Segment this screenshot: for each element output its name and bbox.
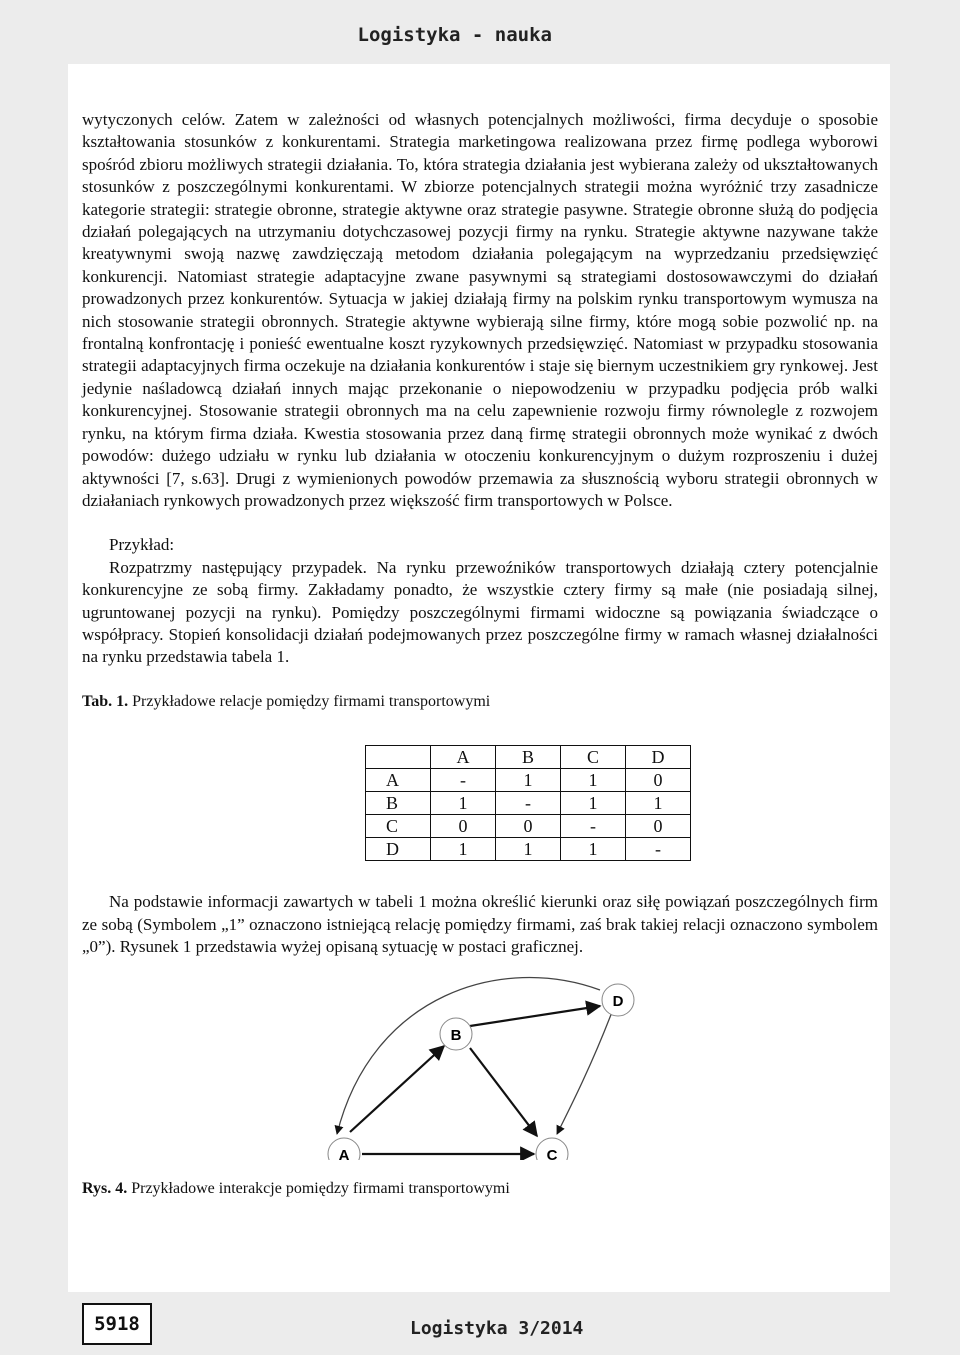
table-cell: 0 (626, 769, 691, 792)
edge-b-d (470, 1006, 600, 1026)
table-col-header: A (431, 746, 496, 769)
table-col-header: B (496, 746, 561, 769)
node-c (536, 1138, 568, 1160)
table-caption (82, 691, 878, 713)
interaction-diagram-svg (82, 964, 878, 1160)
figure-caption-text: Przykładowe interakcje pomiędzy firmami transportowymi (127, 1180, 510, 1198)
table-corner-cell (366, 746, 431, 769)
journal-title: Logistyka - nauka (357, 24, 552, 46)
table-row-header: C (366, 815, 431, 838)
node-d-label: D (612, 993, 624, 1011)
table-cell: 1 (561, 769, 626, 792)
example-label: Przykład: (109, 535, 175, 555)
table-cell: 1 (496, 838, 561, 861)
node-b-label: B (450, 1027, 462, 1045)
page-number: 5918 (82, 1303, 152, 1345)
node-d (602, 984, 634, 1016)
table-caption-label: Tab. 1. (82, 692, 129, 710)
table-row-header: B (366, 792, 431, 815)
edge-a-b (350, 1046, 444, 1132)
table-cell: - (561, 815, 626, 838)
table-cell: 0 (431, 815, 496, 838)
article-body (82, 109, 878, 1201)
table-row-header: D (366, 838, 431, 861)
edge-d-c (557, 1012, 612, 1134)
table-cell: 0 (626, 815, 691, 838)
table-col-header: C (561, 746, 626, 769)
node-c-label: C (546, 1147, 558, 1161)
relations-table (365, 745, 691, 861)
node-a (328, 1138, 360, 1160)
table-row (366, 792, 691, 815)
table-row (366, 815, 691, 838)
edge-d-a (337, 978, 600, 1134)
table-cell: 1 (431, 838, 496, 861)
table-cell: 1 (496, 769, 561, 792)
page-header (0, 0, 960, 64)
figure-caption-label: Rys. 4. (82, 1180, 128, 1198)
table-cell: 1 (431, 792, 496, 815)
table-cell: 1 (561, 792, 626, 815)
paragraph-example: Rozpatrzmy następujący przypadek. Na rynku przewoźników transportowych działają cztery potencjalnie konkurencyjne ze sobą firmy. Zakładamy ponadto, że wszystkie cztery firmy są małe (nie posiadają silnej, ugruntowanej pozycji na rynku). Pomiędzy poszczególnymi firmami widoczne są powiązania świadczące o współpracy. Stopień konsolidacji działań podejmowanych przez poszczególne firmy w ramach własnej działalności na rynku przedstawia tabela 1. (82, 557, 878, 667)
table-row-header: A (366, 769, 431, 792)
table-cell: - (626, 838, 691, 861)
node-b (440, 1018, 472, 1050)
edge-b-c (470, 1048, 537, 1136)
table-cell: 1 (561, 838, 626, 861)
node-a-label: A (338, 1147, 350, 1161)
table-row (366, 769, 691, 792)
paragraph-analysis: Na podstawie informacji zawartych w tabeli 1 można określić kierunki oraz siłę powiązań poszczególnych firm ze sobą (Symbolem „1” oznaczono istniejącą relację pomiędzy firmami, zaś brak takiej relacji oznaczono symbolem „0”). Rysunek 1 przedstawia wyżej opisaną sytuację w postaci graficznej. (82, 892, 878, 956)
figure-caption (82, 1178, 878, 1200)
table-cell: 0 (496, 815, 561, 838)
table-cell: 1 (626, 792, 691, 815)
table-caption-text: Przykładowe relacje pomiędzy firmami transportowymi (128, 692, 491, 710)
interaction-diagram (82, 964, 878, 1160)
paragraph-strategies: wytyczonych celów. Zatem w zależności od własnych potencjalnych możliwości, firma decyduje o sposobie kształtowania stosunków z konkurentami. Strategia marketingowa realizowana przez firmę podlega wyborowi spośród zbioru możliwych strategii działania. To, która strategia działania jest wybierana zależy od ukształtowanych stosunków z poszczególnymi konkurentami. W zbiorze potencjalnych strategii można wyróżnić trzy zasadnicze kategorie strategii: strategie obronne, strategie aktywne oraz strategie pasywne. Strategie obronne służą do podjęcia działań polegających na utrzymaniu dotychczasowej pozycji firmy na rynku. Strategie aktywne nazywane także kreatywnymi swoją nazwę zawdzięczają metodom działania polegającym na wyprzedzaniu przedsięwzięć konkurencji. Natomiast strategie adaptacyjne zwane pasywnymi są strategiami dostosowawczymi do działań prowadzonych przez konkurentów. Sytuacja w jakiej działają firmy na polskim rynku transportowym wymusza na nich stosowanie strategii obronnych. Strategie aktywne wybierają silne firmy, które mogą sobie pozwolić np. na frontalną konfrontację i ponieść ewentualne koszt ryzykownych przedsięwzięć. Natomiast w przypadku stosowania strategii adaptacyjnych firma oczekuje na działania konkurentów i staje się biernym uczestnikiem gry rynkowej. Jest jedynie naśladowcą działań innych mając przekonanie o niepowodzeniu w przypadku podjęcia prób walki konkurencyjnej. Stosowanie strategii obronnych ma na celu zapewnienie rozwoju firmy równolegle z rozwojem rynku, na którym firma działa. Kwestia stosowania przez daną firmę strategii obronnych może wynikać z dwóch powodów: dużego udziału w rynku lub działania w otoczeniu konkurencyjnym o dużym rozproszeniu i dużej aktywności [7, s.63]. Drugi z wymienionych powodów przemawia za słusznością wyboru strategii obronnych w działaniach rynkowych prowadzonych przez większość firm transportowych w Polsce. (82, 110, 878, 510)
table-cell: - (431, 769, 496, 792)
table-header-row (366, 746, 691, 769)
table-row (366, 838, 691, 861)
table-cell: - (496, 792, 561, 815)
journal-issue: Logistyka 3/2014 (410, 1318, 584, 1339)
table-col-header: D (626, 746, 691, 769)
